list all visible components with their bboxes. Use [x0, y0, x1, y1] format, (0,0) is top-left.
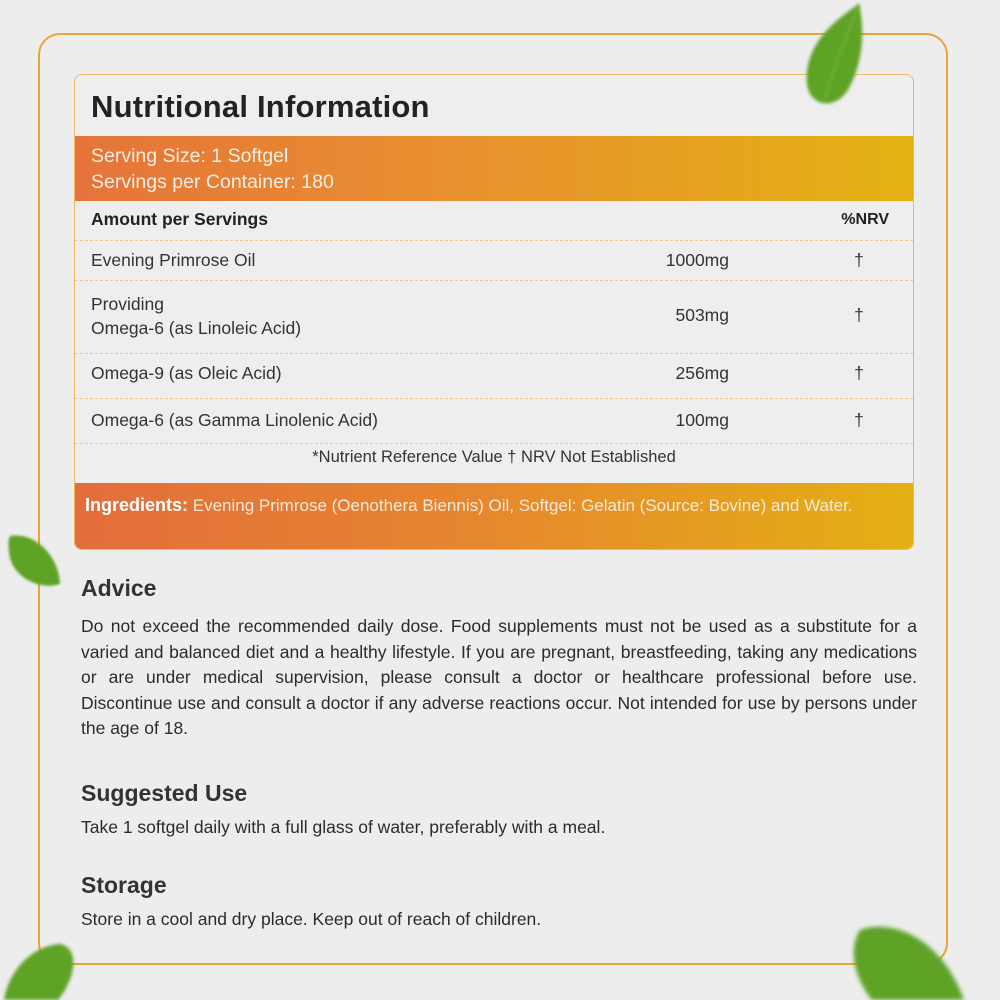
nutrition-table	[75, 201, 913, 444]
suggested-use-heading: Suggested Use	[81, 780, 248, 806]
card-title: Nutritional Information	[91, 89, 430, 124]
column-header-nrv: %NRV	[841, 211, 889, 228]
storage-text: Store in a cool and dry place. Keep out of reach of children.	[81, 909, 542, 929]
serving-info-band	[75, 136, 913, 201]
ingredients-label: Ingredients:	[85, 495, 189, 515]
nutrient-nrv: †	[854, 250, 864, 270]
nutrient-nrv: †	[854, 410, 864, 430]
nutrient-amount: 1000mg	[665, 250, 729, 270]
advice-heading: Advice	[81, 575, 157, 601]
nutrient-name: Omega-6 (as Gamma Linolenic Acid)	[91, 410, 378, 430]
storage-heading: Storage	[81, 872, 167, 898]
suggested-use-section	[81, 780, 917, 841]
leaf-icon	[842, 918, 972, 1000]
suggested-use-text: Take 1 softgel daily with a full glass of water, preferably with a meal.	[81, 817, 606, 837]
nutrient-nrv: †	[854, 305, 864, 325]
nutrient-name: Evening Primrose Oil	[91, 250, 256, 270]
advice-section	[81, 575, 917, 742]
ingredients-band	[75, 483, 913, 550]
table-row	[75, 399, 913, 444]
nutrient-name-line2: Omega-6 (as Linoleic Acid)	[91, 318, 302, 338]
table-header-row	[75, 201, 913, 241]
leaf-icon	[0, 938, 80, 1000]
advice-text: Do not exceed the recommended daily dose. Food supplements must not be used as a substitute for a varied and balanced diet and a healthy lifestyle. If you are pregnant, breastfeeding, taking any medications or are under medical supervision, please consult a doctor or healthcare professional before use. Discontinue use and consult a doctor if any adverse reactions occur. Not intended for use by persons under the age of 18.	[81, 616, 917, 738]
serving-size: Serving Size: 1 Softgel	[91, 145, 289, 167]
nutrient-amount: 100mg	[675, 410, 729, 430]
table-row	[75, 241, 913, 281]
column-header-amount: Amount per Servings	[91, 209, 268, 229]
nutrient-name: Omega-9 (as Oleic Acid)	[91, 363, 282, 383]
nutrient-amount: 503mg	[675, 305, 729, 325]
nutrient-nrv: †	[854, 363, 864, 383]
nutrition-facts-card	[74, 74, 914, 550]
leaf-icon	[775, 0, 875, 115]
table-row	[75, 354, 913, 399]
storage-section	[81, 872, 917, 933]
nutrient-name-line1: Providing	[91, 294, 164, 314]
leaf-icon	[2, 528, 64, 598]
nutrient-amount: 256mg	[675, 363, 729, 383]
nutrient-name	[91, 292, 301, 340]
ingredients-text: Evening Primrose (Oenothera Biennis) Oil, Softgel: Gelatin (Source: Bovine) and Water.	[188, 496, 853, 515]
table-row	[75, 281, 913, 354]
servings-per-container: Servings per Container: 180	[91, 171, 334, 193]
nrv-footnote: *Nutrient Reference Value † NRV Not Established	[312, 448, 676, 466]
